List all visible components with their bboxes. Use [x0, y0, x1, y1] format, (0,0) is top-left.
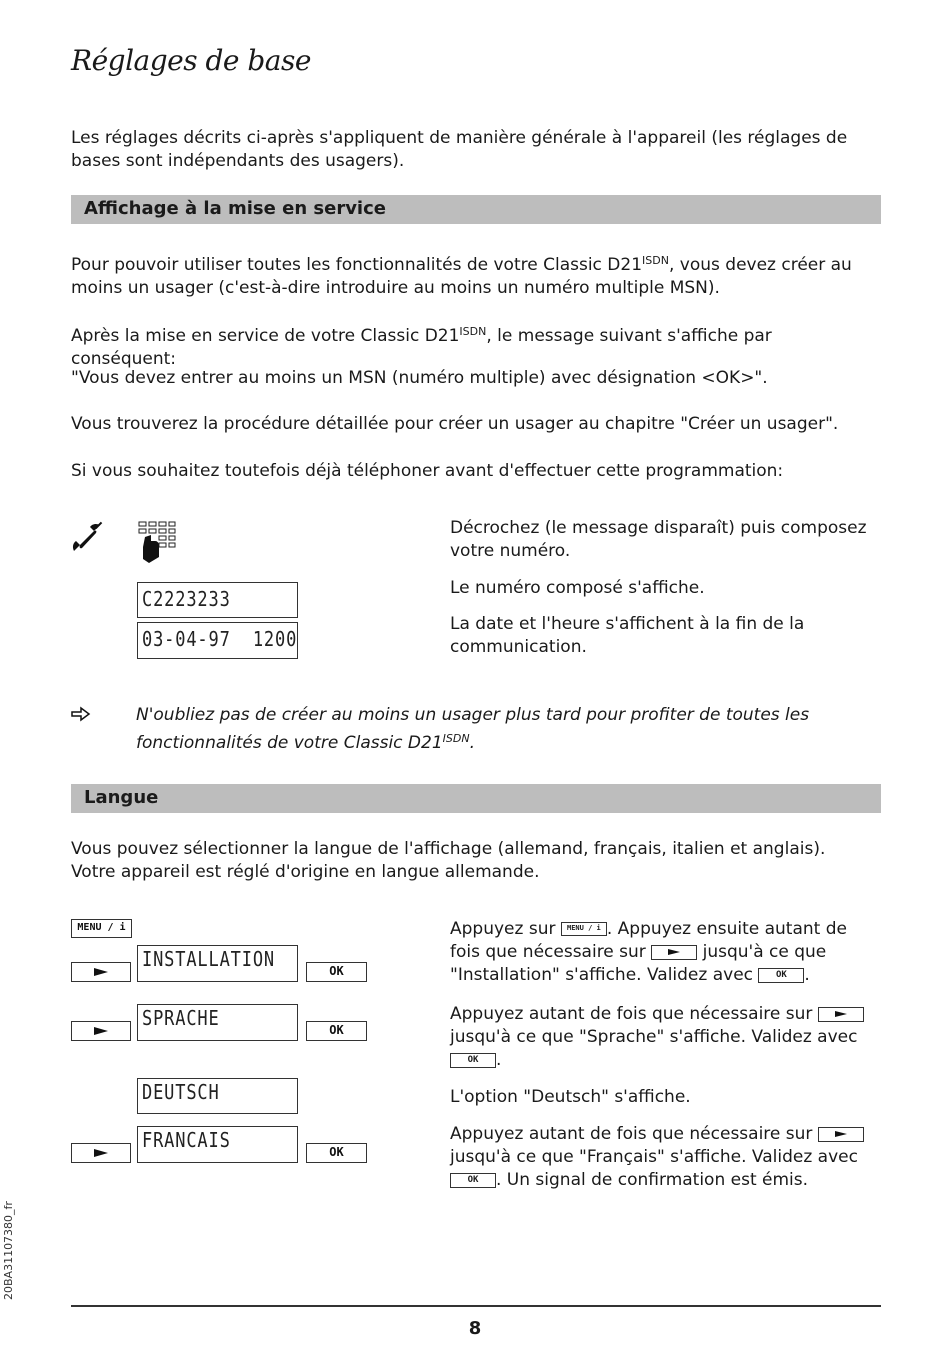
display-installation — [137, 945, 298, 982]
arrow-right-key[interactable] — [71, 962, 131, 982]
note-text — [136, 704, 856, 755]
display-text: C2223233 — [142, 587, 231, 611]
note-arrow-icon — [71, 706, 91, 722]
inline-ok-key: OK — [758, 968, 804, 983]
display-deutsch — [137, 1078, 298, 1114]
display-text: 03-04-97 1200 — [142, 627, 298, 651]
display-francais — [137, 1126, 298, 1163]
menu-key[interactable]: MENU / i — [71, 919, 132, 938]
inline-menu-key: MENU / i — [561, 922, 607, 936]
step-text — [450, 1123, 880, 1192]
text: Pour pouvoir utiliser toutes les fonctionnalités de votre Classic D21 — [71, 255, 643, 275]
display-text: DEUTSCH — [142, 1080, 220, 1104]
paragraph: Vous trouverez la procédure détaillée pour créer un usager au chapitre "Créer un usager". — [71, 414, 839, 434]
paragraph — [71, 320, 881, 371]
display-date-time — [137, 622, 298, 659]
step-text: Le numéro composé s'affiche. — [450, 578, 705, 598]
display-sprache — [137, 1004, 298, 1041]
ok-key[interactable]: OK — [306, 1021, 367, 1041]
section-heading-bar — [71, 195, 881, 224]
arrow-right-icon — [94, 1149, 108, 1157]
text: , le message suivant s'affiche par conséquent: — [71, 326, 772, 369]
paragraph: Si vous souhaitez toutefois déjà téléphoner avant d'effectuer cette programmation: — [71, 461, 784, 481]
handset-icon — [70, 521, 106, 557]
intro-paragraph: Les réglages décrits ci-après s'appliquent de manière générale à l'appareil (les réglages de bases sont indépendants des usagers). — [71, 128, 848, 171]
page-title: Réglages de base — [71, 44, 311, 77]
text: jusqu'à ce que "Sprache" s'affiche. Validez avec — [450, 1027, 858, 1047]
text: . — [496, 1050, 502, 1070]
superscript: ISDN — [642, 254, 669, 267]
text: , vous devez créer au moins un usager (c'est-à-dire introduire au moins un numéro multiple MSN). — [71, 255, 852, 298]
display-text: FRANCAIS — [142, 1128, 231, 1152]
ok-key[interactable]: OK — [306, 962, 367, 982]
section-heading: Affichage à la mise en service — [84, 198, 386, 219]
text: . Un signal de confirmation est émis. — [496, 1170, 809, 1190]
inline-ok-key: OK — [450, 1173, 496, 1188]
display-text: SPRACHE — [142, 1006, 220, 1030]
text: . Appuyez ensuite autant de fois que nécessaire sur — [450, 919, 847, 962]
text: . — [804, 965, 810, 985]
inline-arrow-key — [651, 945, 697, 960]
footer-divider — [71, 1305, 881, 1307]
paragraph: "Vous devez entrer au moins un MSN (numéro multiple) avec désignation <OK>". — [71, 368, 768, 388]
step-text: Décrochez (le message disparaît) puis composez votre numéro. — [450, 518, 867, 561]
display-number — [137, 582, 298, 618]
inline-arrow-key — [818, 1007, 864, 1022]
ok-key[interactable]: OK — [306, 1143, 367, 1163]
text: jusqu'à ce que "Français" s'affiche. Validez avec — [450, 1147, 858, 1167]
text: Appuyez sur — [450, 919, 556, 939]
arrow-right-key[interactable] — [71, 1143, 131, 1163]
superscript: ISDN — [459, 325, 487, 338]
paragraph: Vous pouvez sélectionner la langue de l'affichage (allemand, français, italien et anglais). Votre appareil est réglé d'origine en langue allemande. — [71, 839, 826, 882]
section-heading-bar — [71, 784, 881, 813]
keypad-icon — [137, 519, 177, 565]
arrow-right-icon — [94, 968, 108, 976]
text: N'oubliez pas de créer au moins un usager plus tard pour profiter de toutes les fonctionnalités de votre Classic D21 — [136, 705, 810, 753]
superscript: ISDN — [442, 732, 470, 745]
text: jusqu'à ce que "Installation" s'affiche. Validez avec — [450, 942, 827, 985]
text: Appuyez autant de fois que nécessaire sur — [450, 1124, 813, 1144]
text: . — [469, 733, 475, 753]
step-text — [450, 918, 880, 987]
step-text: La date et l'heure s'affichent à la fin de la communication. — [450, 614, 805, 657]
page-number: 8 — [468, 1318, 482, 1339]
inline-ok-key: OK — [450, 1053, 496, 1068]
inline-arrow-key — [818, 1127, 864, 1142]
paragraph — [71, 249, 861, 300]
document-code: 20BA31107380_fr — [2, 1201, 15, 1300]
step-text — [450, 1003, 880, 1072]
text: Appuyez autant de fois que nécessaire sur — [450, 1004, 813, 1024]
display-text: INSTALLATION — [142, 947, 276, 971]
section-heading: Langue — [84, 787, 159, 808]
text: Après la mise en service de votre Classic D21 — [71, 326, 460, 346]
arrow-right-icon — [94, 1027, 108, 1035]
arrow-right-key[interactable] — [71, 1021, 131, 1041]
step-text: L'option "Deutsch" s'affiche. — [450, 1087, 691, 1107]
